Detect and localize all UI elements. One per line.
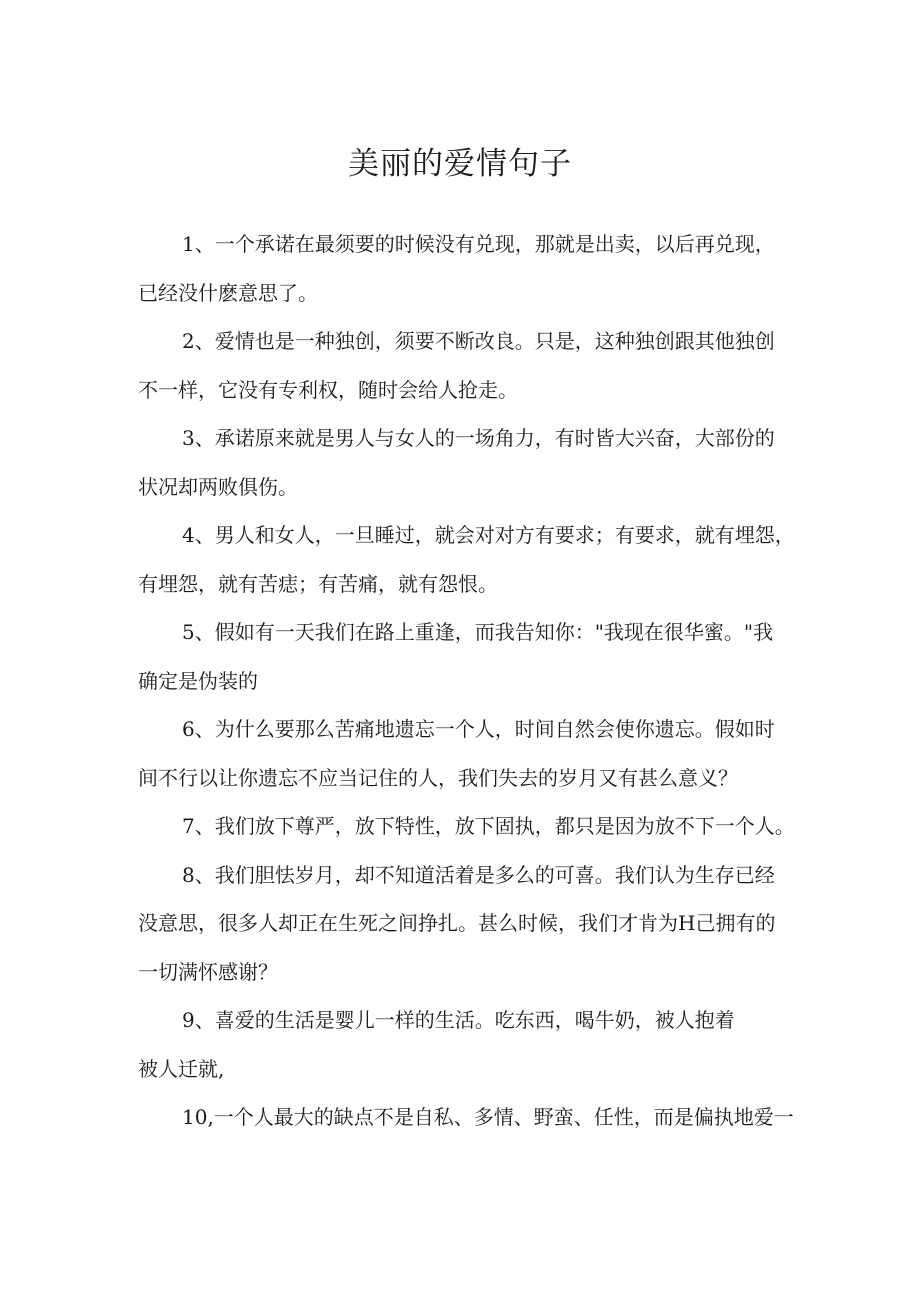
item-line: 已经没什麽意思了。	[138, 280, 318, 305]
item-line: 6、为什么要那么苦痛地遗忘一个人，时间自然会使你遗忘。假如时	[182, 717, 775, 741]
item-line: 10,一个人最大的缺点不是自私、多情、野蛮、任性，而是偏执地爱一	[182, 1105, 794, 1129]
list-item	[138, 220, 790, 317]
item-line: 2、爱情也是一种独创，须要不断改良。只是，这种独创跟其他独创	[182, 329, 775, 353]
item-line: 一切满怀感谢？	[138, 959, 278, 984]
item-line: 状况却两败俱伤。	[138, 474, 298, 499]
list-item	[138, 851, 790, 997]
list-item	[138, 996, 790, 1093]
item-line: 4、男人和女人，一旦睡过，就会对对方有要求；有要求，就有埋怨，	[182, 523, 795, 547]
page-title: 美丽的爱情句子	[348, 146, 572, 182]
item-line: 被人迁就,	[138, 1056, 225, 1081]
item-line: 1、一个承诺在最须要的时候没有兑现，那就是出卖，以后再兑现，	[182, 232, 775, 256]
list-item	[138, 511, 795, 608]
item-line: 8、我们胆怯岁月，却不知道活着是多么的可喜。我们认为生存已经	[182, 862, 775, 887]
list-item	[138, 1093, 794, 1142]
list-item	[138, 802, 795, 851]
item-line: 3、承诺原来就是男人与女人的一场角力，有时皆大兴奋，大部份的	[182, 426, 775, 450]
item-line: 9、喜爱的生活是婴儿一样的生活。吃东西，喝牛奶，被人抱着	[182, 1008, 735, 1032]
list-item	[138, 414, 790, 511]
item-line: 不一样，它没有专利权，随时会给人抢走。	[138, 377, 518, 402]
item-line: 有埋怨，就有苦痣；有苦痛，就有怨恨。	[138, 571, 498, 596]
item-line: 5、假如有一天我们在路上重逢，而我告知你："我现在很华蜜。"我	[182, 620, 774, 644]
item-line: 没意思，很多人却正在生死之间挣扎。甚么时候，我们才肯为H己拥有的	[138, 911, 776, 935]
item-line: 确定是伪装的	[138, 668, 258, 693]
list-item	[138, 705, 790, 802]
item-line: 间不行以让你遗忘不应当记住的人，我们失去的岁月又有甚么意义？	[138, 765, 738, 790]
list-item	[138, 608, 790, 705]
item-line: 7、我们放下尊严，放下特性，放下固执，都只是因为放不下一个人。	[182, 814, 795, 838]
list-item	[138, 317, 790, 414]
sentence-list	[138, 220, 795, 1142]
